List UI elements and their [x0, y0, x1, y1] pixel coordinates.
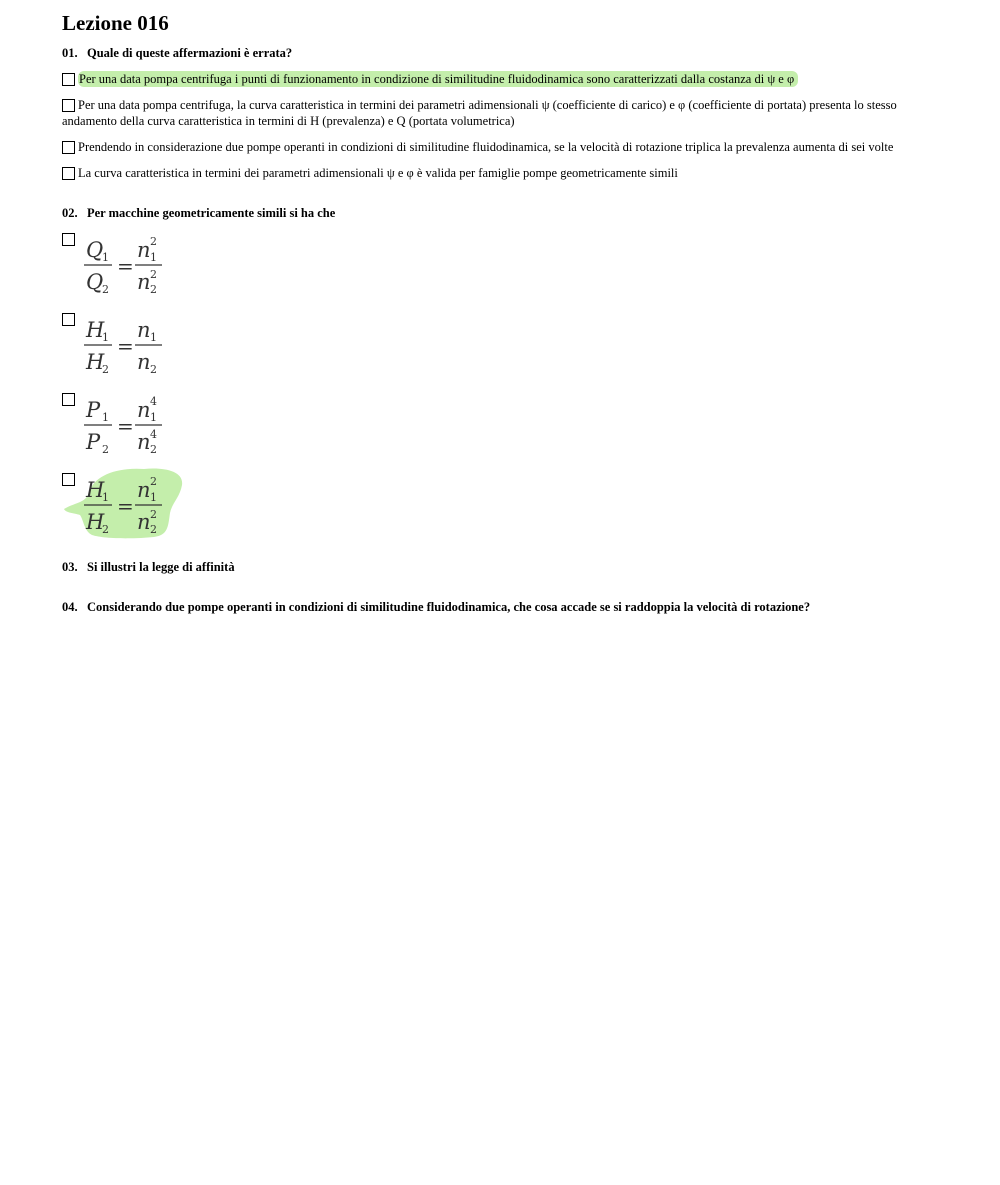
lesson-title: Lezione 016: [62, 11, 169, 35]
answer-checkbox[interactable]: [62, 313, 75, 326]
lhs-numerator-subscript: 1: [102, 331, 109, 344]
answer-checkbox[interactable]: [62, 73, 75, 86]
lhs-denominator-subscript: 2: [102, 363, 109, 376]
document-page: [62, 10, 942, 615]
question-03: [62, 559, 942, 575]
answer-option: [62, 165, 942, 181]
rhs-denominator: n: [137, 350, 151, 374]
question-text: Quale di queste affermazioni è errata?: [87, 46, 293, 60]
answer-option: [62, 97, 942, 129]
lhs-numerator: H: [86, 478, 105, 502]
question-number: 03.: [62, 560, 78, 574]
rhs-numerator-subscript: 1: [150, 331, 157, 344]
answer-checkbox[interactable]: [62, 393, 75, 406]
formula-answer-option: [62, 233, 942, 301]
rhs-denominator-subscript: 2: [150, 283, 157, 296]
rhs-denominator-subscript: 2: [150, 443, 157, 456]
lhs-numerator-subscript: 1: [102, 251, 109, 264]
formula-answer-option: [62, 393, 942, 461]
question-02: [62, 205, 942, 221]
equals-sign: =: [117, 494, 134, 518]
lhs-denominator-subscript: 2: [102, 523, 109, 536]
question-number: 04.: [62, 600, 78, 614]
rhs-denominator-exponent: 2: [150, 508, 157, 521]
answer-text-highlighted: Per una data pompa centrifuga i punti di funzionamento in condizione di similitudine fluidodinamica sono caratterizzati dalla costanza di ψ e φ: [78, 71, 798, 87]
lhs-denominator-subscript: 2: [102, 283, 109, 296]
rhs-numerator: n: [137, 318, 151, 342]
question-text: Si illustri la legge di affinità: [87, 560, 235, 574]
formula-answer-option: [62, 473, 942, 541]
answer-option: [62, 71, 942, 87]
answer-checkbox[interactable]: [62, 233, 75, 246]
formula: [84, 233, 204, 301]
lhs-numerator: P: [86, 398, 101, 422]
rhs-numerator-exponent: 2: [150, 235, 157, 248]
answer-checkbox[interactable]: [62, 99, 75, 112]
question-text: Per macchine geometricamente simili si ha che: [87, 206, 336, 220]
question-01: [62, 45, 942, 61]
rhs-numerator-subscript: 1: [150, 251, 157, 264]
lhs-numerator: H: [86, 318, 105, 342]
formula: [84, 313, 204, 381]
answer-text: Prendendo in considerazione due pompe operanti in condizioni di similitudine fluidodinamica, se la velocità di rotazione triplica la prevalenza aumenta di sei volte: [78, 140, 894, 154]
rhs-denominator: n: [137, 270, 151, 294]
question-number: 02.: [62, 206, 78, 220]
rhs-numerator-subscript: 1: [150, 411, 157, 424]
lhs-denominator: H: [86, 350, 105, 374]
answer-text: La curva caratteristica in termini dei parametri adimensionali ψ e φ è valida per famiglie pompe geometricamente simili: [78, 166, 678, 180]
rhs-numerator: n: [137, 398, 151, 422]
rhs-denominator-exponent: 4: [150, 428, 157, 441]
formula: [84, 393, 204, 461]
rhs-numerator: n: [137, 238, 151, 262]
answer-checkbox[interactable]: [62, 141, 75, 154]
rhs-denominator-subscript: 2: [150, 523, 157, 536]
answer-checkbox[interactable]: [62, 473, 75, 486]
rhs-numerator: n: [137, 478, 151, 502]
lhs-denominator: Q: [86, 270, 104, 294]
rhs-denominator: n: [137, 510, 151, 534]
rhs-numerator-exponent: 2: [150, 475, 157, 488]
answer-text: Per una data pompa centrifuga, la curva caratteristica in termini dei parametri adimensionali ψ (coefficiente di carico) e φ (coefficiente di portata) presenta lo stesso andamento della curva caratteristica in termini di H (prevalenza) e Q (portata volumetrica): [62, 98, 897, 128]
rhs-denominator: n: [137, 430, 151, 454]
formula: [84, 473, 204, 541]
lhs-denominator: P: [86, 430, 101, 454]
answer-option: [62, 139, 942, 155]
equals-sign: =: [117, 334, 134, 358]
rhs-numerator-subscript: 1: [150, 491, 157, 504]
question-text: Considerando due pompe operanti in condizioni di similitudine fluidodinamica, che cosa accade se si raddoppia la velocità di rotazione?: [87, 600, 811, 614]
question-number: 01.: [62, 46, 78, 60]
lhs-numerator-subscript: 1: [102, 491, 109, 504]
answer-checkbox[interactable]: [62, 167, 75, 180]
rhs-numerator-exponent: 4: [150, 395, 157, 408]
equals-sign: =: [117, 254, 134, 278]
lhs-denominator: H: [86, 510, 105, 534]
equals-sign: =: [117, 414, 134, 438]
rhs-denominator-exponent: 2: [150, 268, 157, 281]
formula-answer-list: [62, 233, 942, 541]
rhs-denominator-subscript: 2: [150, 363, 157, 376]
question-04: [62, 599, 942, 615]
lhs-numerator: Q: [86, 238, 104, 262]
lhs-denominator-subscript: 2: [102, 443, 109, 456]
lhs-numerator-subscript: 1: [102, 411, 109, 424]
formula-answer-option: [62, 313, 942, 381]
